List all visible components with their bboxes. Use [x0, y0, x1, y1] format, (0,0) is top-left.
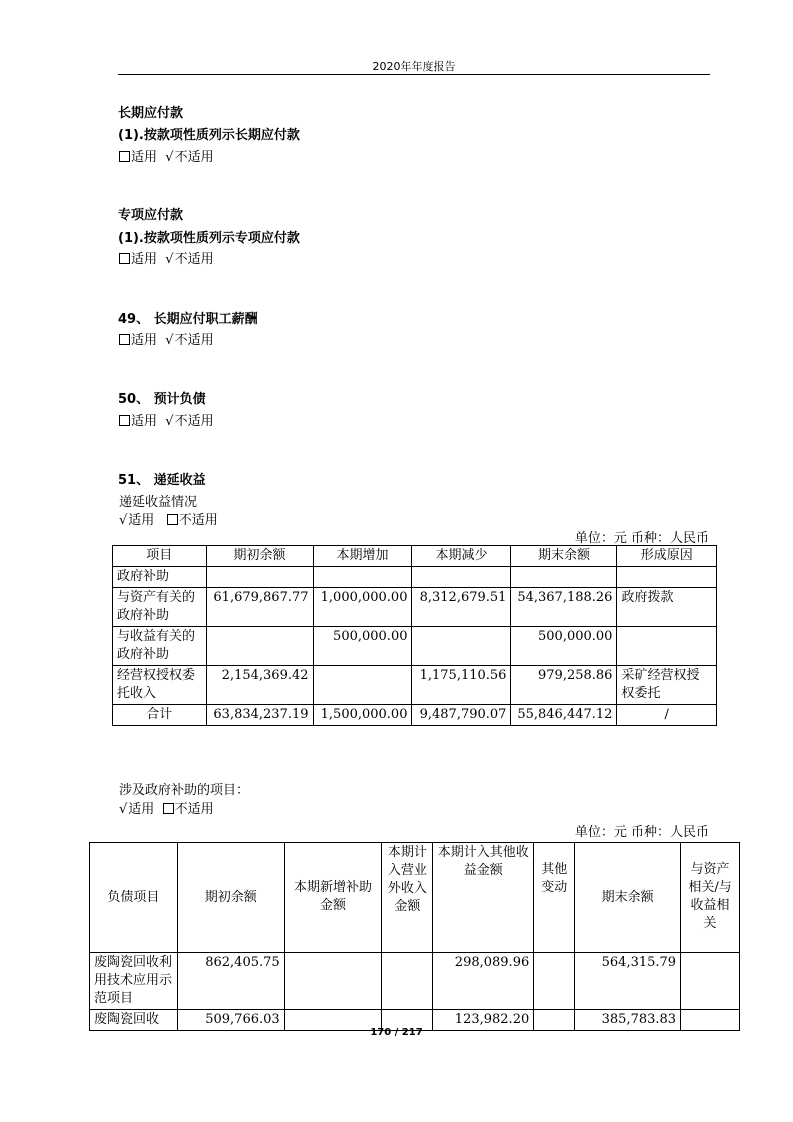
- subsection-title: (1).按款项性质列示专项应付款: [118, 231, 300, 246]
- option-applicable: 适用: [128, 513, 155, 528]
- table-cell: [206, 627, 313, 666]
- section-title-50: 50、 预计负债: [118, 392, 206, 407]
- table-cell: 61,679,867.77: [206, 588, 313, 627]
- table-cell: [313, 567, 412, 588]
- option-not-applicable: 不适用: [174, 252, 214, 267]
- option-applicable: 适用: [128, 802, 155, 817]
- column-header: 其他变动: [534, 843, 575, 953]
- table-cell: [284, 953, 382, 1010]
- table-cell: 采矿经营权授权委托: [617, 666, 717, 705]
- table-cell: [206, 567, 313, 588]
- column-header: 期末余额: [575, 843, 681, 953]
- column-header: 本期增加: [313, 546, 412, 567]
- table-header-row: [90, 843, 740, 953]
- section-description: 递延收益情况: [119, 495, 198, 510]
- option-applicable: 适用: [131, 333, 158, 348]
- option-not-applicable: 不适用: [174, 333, 214, 348]
- table-cell: 1,500,000.00: [313, 705, 412, 726]
- table-cell: [681, 953, 740, 1010]
- option-applicable: 适用: [131, 414, 158, 429]
- column-header: 期末余额: [511, 546, 617, 567]
- row-label: 与收益有关的政府补助: [113, 627, 207, 666]
- table-row: [113, 588, 717, 627]
- table-row: [113, 567, 717, 588]
- option-not-applicable: 不适用: [174, 414, 214, 429]
- table-row: [113, 627, 717, 666]
- row-label: 与资产有关的政府补助: [113, 588, 207, 627]
- section-description: 涉及政府补助的项目：: [119, 783, 250, 798]
- table-cell: 1,175,110.56: [412, 666, 511, 705]
- table-cell: 123,982.20: [433, 1010, 534, 1031]
- column-header: 项目: [113, 546, 207, 567]
- table-cell: 979,258.86: [511, 666, 617, 705]
- table-cell: 9,487,790.07: [412, 705, 511, 726]
- table-cell: 385,783.83: [575, 1010, 681, 1031]
- checkmark-icon: √: [119, 802, 128, 817]
- applicability-options: [119, 410, 214, 429]
- option-not-applicable: 不适用: [174, 802, 214, 817]
- option-applicable: 适用: [131, 252, 158, 267]
- column-header: 本期计入营业外收入金额: [382, 843, 433, 953]
- row-label: 经营权授权委托收入: [113, 666, 207, 705]
- section-title-special-payables: 专项应付款: [118, 208, 184, 223]
- table-cell: 509,766.03: [177, 1010, 284, 1031]
- section-title-49: 49、 长期应付职工薪酬: [118, 312, 258, 327]
- table-cell: [412, 567, 511, 588]
- row-label: 废陶瓷回收: [90, 1010, 178, 1031]
- unchecked-box-icon: [167, 514, 178, 525]
- applicability-options: [119, 146, 214, 165]
- table-cell: 500,000.00: [511, 627, 617, 666]
- table-cell: 1,000,000.00: [313, 588, 412, 627]
- unchecked-box-icon: [119, 334, 130, 345]
- table-cell: 298,089.96: [433, 953, 534, 1010]
- table-cell: [412, 627, 511, 666]
- applicability-options: [119, 798, 214, 817]
- row-label: 废陶瓷回收利用技术应用示范项目: [90, 953, 178, 1010]
- column-header: 期初余额: [177, 843, 284, 953]
- row-label: 政府补助: [113, 567, 207, 588]
- option-applicable: 适用: [131, 150, 158, 165]
- table-cell: 500,000.00: [313, 627, 412, 666]
- table-cell: 2,154,369.42: [206, 666, 313, 705]
- unchecked-box-icon: [119, 415, 130, 426]
- table-cell: 862,405.75: [177, 953, 284, 1010]
- table-cell: [313, 666, 412, 705]
- option-not-applicable: 不适用: [178, 513, 218, 528]
- table-total-row: [113, 705, 717, 726]
- checkmark-icon: √: [165, 150, 174, 165]
- unchecked-box-icon: [119, 253, 130, 264]
- total-label: 合计: [113, 705, 207, 726]
- checkmark-icon: √: [165, 252, 174, 267]
- option-not-applicable: 不适用: [174, 150, 214, 165]
- header-divider: [118, 74, 710, 75]
- table-cell: 8,312,679.51: [412, 588, 511, 627]
- applicability-options: [119, 329, 214, 348]
- table-cell: [511, 567, 617, 588]
- page-number: 170 / 217: [370, 1027, 423, 1038]
- column-header: 本期计入其他收益金额: [433, 843, 534, 953]
- section-title-51: 51、 递延收益: [118, 473, 206, 488]
- deferred-income-table: [112, 545, 717, 726]
- gov-subsidy-table: [89, 842, 740, 1031]
- column-header: 与资产相关/与收益相关: [681, 843, 740, 953]
- table-cell: 564,315.79: [575, 953, 681, 1010]
- table-row: [90, 953, 740, 1010]
- table-cell: 63,834,237.19: [206, 705, 313, 726]
- page-header: 2020年年度报告: [372, 60, 456, 73]
- table-cell: [617, 627, 717, 666]
- table-cell: [382, 953, 433, 1010]
- table-cell: [617, 567, 717, 588]
- table-cell: 54,367,188.26: [511, 588, 617, 627]
- table-cell: /: [617, 705, 717, 726]
- subsection-title: (1).按款项性质列示长期应付款: [118, 128, 300, 143]
- checkmark-icon: √: [165, 414, 174, 429]
- section-title-long-term-payables: 长期应付款: [118, 106, 184, 121]
- column-header: 形成原因: [617, 546, 717, 567]
- unit-label: 单位：元 币种：人民币: [574, 825, 709, 840]
- table-cell: [534, 953, 575, 1010]
- table-row: [113, 666, 717, 705]
- table-cell: 55,846,447.12: [511, 705, 617, 726]
- table-cell: 政府拨款: [617, 588, 717, 627]
- unchecked-box-icon: [163, 803, 174, 814]
- applicability-options: [119, 509, 218, 528]
- column-header: 负债项目: [90, 843, 178, 953]
- column-header: 本期新增补助金额: [284, 843, 382, 953]
- column-header: 本期减少: [412, 546, 511, 567]
- column-header: 期初余额: [206, 546, 313, 567]
- applicability-options: [119, 248, 214, 267]
- checkmark-icon: √: [119, 513, 128, 528]
- unchecked-box-icon: [119, 151, 130, 162]
- checkmark-icon: √: [165, 333, 174, 348]
- unit-label: 单位：元 币种：人民币: [574, 531, 709, 546]
- table-header-row: [113, 546, 717, 567]
